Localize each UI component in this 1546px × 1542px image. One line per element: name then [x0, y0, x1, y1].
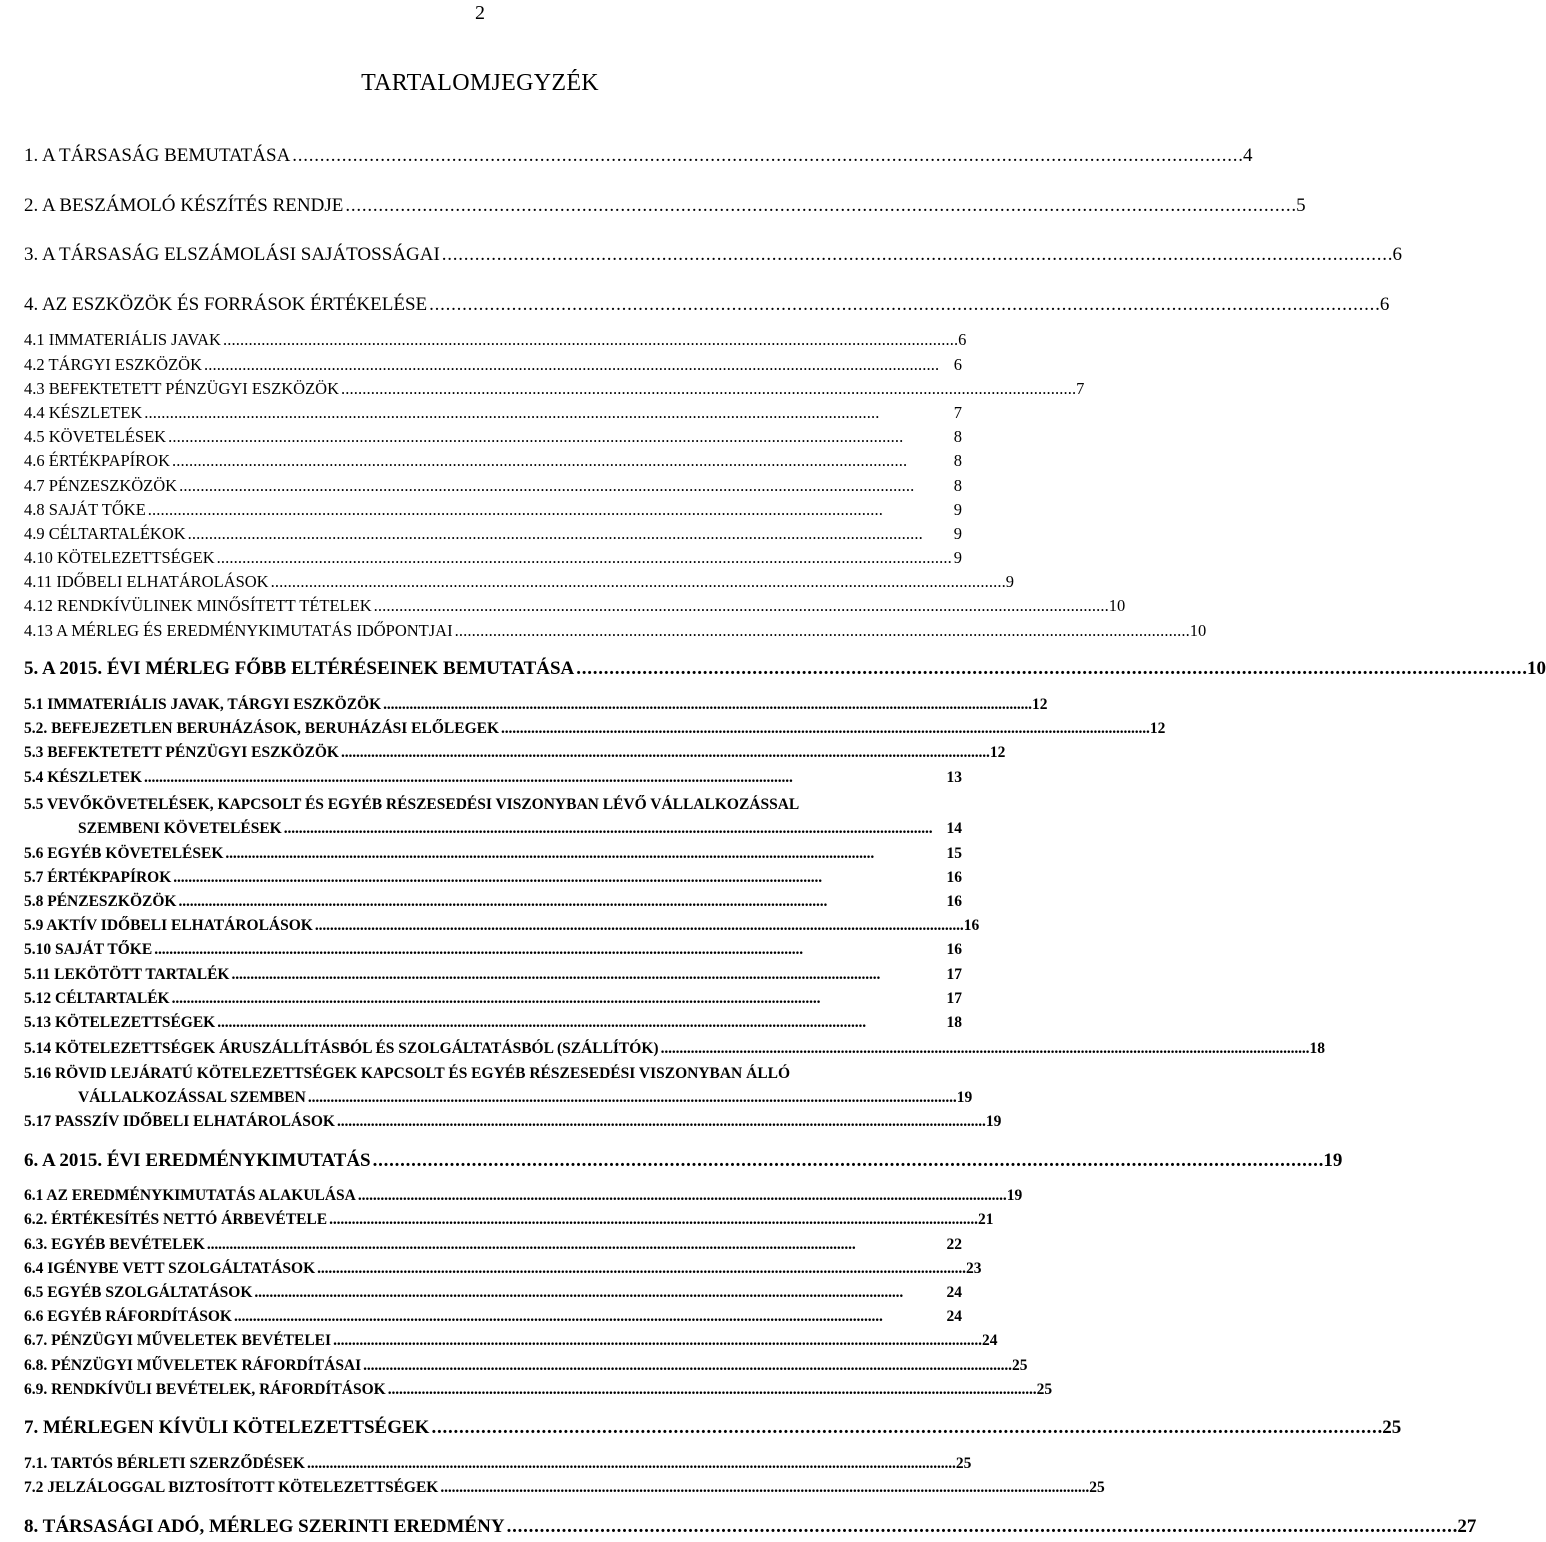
toc-entry[interactable] [24, 572, 1014, 591]
dot-leader [374, 598, 1107, 615]
toc-entry[interactable] [24, 526, 962, 543]
toc-entry[interactable] [24, 1381, 1053, 1398]
toc-entry[interactable] [24, 917, 980, 934]
toc-entry-page: 19 [956, 1089, 973, 1106]
toc-entry[interactable] [78, 821, 962, 837]
dot-leader [345, 196, 1294, 215]
toc-entry-label: 6.8. PÉNZÜGYI MŰVELETEK RÁFORDÍTÁSAI [24, 1357, 362, 1374]
dot-leader [442, 245, 1391, 264]
toc-entry-label: 4.6 ÉRTÉKPAPÍROK [24, 451, 171, 470]
toc-entry-label: 4.7 PÉNZESZKÖZÖK [24, 476, 178, 495]
dot-leader [373, 1151, 1322, 1170]
toc-entry-label: 4.5 KÖVETELÉSEK [24, 427, 167, 446]
toc-entry-page: 5 [1296, 195, 1306, 216]
toc-entry[interactable] [24, 1015, 962, 1031]
toc-entry[interactable] [24, 770, 962, 786]
toc-entry-label: 6.1 AZ EREDMÉNYKIMUTATÁS ALAKULÁSA [24, 1187, 356, 1204]
dot-leader [173, 870, 944, 886]
toc-entry-page: 8 [953, 427, 962, 446]
toc-entry[interactable] [24, 429, 962, 446]
toc-entry-label: 5.17 PASSZÍV IDŐBELI ELHATÁROLÁSOK [24, 1113, 335, 1130]
toc-entry-page: 16 [963, 917, 980, 934]
toc-entry-page: 15 [946, 845, 962, 862]
dot-leader [144, 770, 944, 786]
dot-leader [188, 526, 952, 543]
toc-entry-page: 6 [953, 355, 962, 374]
toc-entry-page: 7 [1076, 379, 1085, 398]
toc-entry-page: 9 [953, 548, 962, 567]
page-number: 2 [475, 2, 485, 24]
toc-entry-label: 6.9. RENDKÍVÜLI BEVÉTELEK, RÁFORDÍTÁSOK [24, 1381, 386, 1398]
toc-entry-page: 4 [1243, 145, 1253, 166]
dot-leader [308, 1090, 955, 1106]
toc-entry-label: 5.8 PÉNZESZKÖZÖK [24, 893, 177, 910]
toc-entry-label: SZEMBENI KÖVETELÉSEK [78, 820, 282, 837]
toc-entry-page: 21 [977, 1211, 994, 1228]
toc-entry-page: 18 [1309, 1040, 1325, 1057]
dot-leader [315, 918, 962, 934]
toc-entry-label: 8. TÁRSASÁGI ADÓ, MÉRLEG SZERINTI EREDMÉNY [24, 1516, 505, 1537]
toc-entry-label: 5.2. BEFEJEZETLEN BERUHÁZÁSOK, BERUHÁZÁSI ELŐLEGEK [24, 720, 500, 737]
dot-leader [223, 332, 956, 349]
toc-entry-page: 13 [946, 769, 962, 786]
toc-entry[interactable] [24, 405, 962, 422]
dot-leader [144, 405, 952, 422]
toc-entry-page: 19 [985, 1113, 1002, 1130]
toc-entry[interactable] [24, 550, 962, 567]
toc-entry[interactable] [24, 145, 1253, 166]
toc-entry[interactable] [24, 1516, 1477, 1537]
toc-entry[interactable] [24, 1285, 962, 1301]
toc-entry-label: 2. A BESZÁMOLÓ KÉSZÍTÉS RENDJE [24, 195, 344, 216]
toc-entry[interactable] [24, 1357, 1028, 1374]
dot-leader [172, 991, 945, 1007]
toc-entry-page: 25 [1382, 1417, 1402, 1438]
toc-entry-page: 23 [966, 1260, 982, 1277]
toc-entry-page: 10 [1108, 596, 1126, 615]
toc-entry-page: 17 [946, 966, 962, 983]
toc-entry-page: 18 [946, 1014, 962, 1031]
toc-entry-label-line1[interactable]: 5.16 RÖVID LEJÁRATÚ KÖTELEZETTSÉGEK KAPCSOLT ÉS EGYÉB RÉSZESEDÉSI VISZONYBAN ÁLLÓ [24, 1065, 791, 1082]
toc-entry-page: 12 [1149, 720, 1166, 737]
dot-leader [333, 1333, 980, 1349]
toc-entry-page: 7 [953, 403, 962, 422]
toc-entry-page: 24 [946, 1284, 962, 1301]
dot-leader [292, 146, 1241, 165]
dot-leader [317, 1261, 964, 1277]
dot-leader [363, 1358, 1010, 1374]
toc-entry[interactable] [24, 330, 967, 349]
toc-entry-label: 5.14 KÖTELEZETTSÉGEK ÁRUSZÁLLÍTÁSBÓL ÉS SZOLGÁLTATÁSBÓL (SZÁLLÍTÓK) [24, 1040, 659, 1057]
toc-entry-label: 4.11 IDŐBELI ELHATÁROLÁSOK [24, 572, 269, 591]
toc-entry-label: 4.12 RENDKÍVÜLINEK MINŐSÍTETT TÉTELEK [24, 596, 372, 615]
dot-leader [341, 381, 1074, 398]
toc-entry[interactable] [24, 658, 1546, 679]
toc-entry-label: 7.2 JELZÁLOGGAL BIZTOSÍTOTT KÖTELEZETTSÉGEK [24, 1479, 439, 1496]
toc-entry[interactable] [24, 1332, 998, 1349]
toc-entry[interactable] [24, 379, 1085, 398]
toc-entry-label: 6.6 EGYÉB RÁFORDÍTÁSOK [24, 1308, 232, 1325]
toc-entry[interactable] [24, 744, 1006, 761]
toc-entry-label: 5.11 LEKÖTÖTT TARTALÉK [24, 966, 230, 983]
toc-entry-label: 4.3 BEFEKTETETT PÉNZÜGYI ESZKÖZÖK [24, 379, 339, 398]
toc-entry-label: 6.2. ÉRTÉKESÍTÉS NETTÓ ÁRBEVÉTELE [24, 1211, 328, 1228]
page-title: TARTALOMJEGYZÉK [361, 70, 599, 96]
toc-entry-page: 12 [1032, 696, 1048, 713]
dot-leader [207, 1237, 945, 1253]
toc-entry[interactable] [24, 244, 1403, 265]
toc-entry-label: 6. A 2015. ÉVI EREDMÉNYKIMUTATÁS [24, 1150, 371, 1171]
toc-entry-page: 17 [946, 990, 962, 1007]
toc-entry[interactable] [24, 870, 962, 886]
dot-leader [231, 967, 944, 983]
toc-entry-page: 24 [946, 1308, 962, 1325]
toc-entry-label: 5.10 SAJÁT TŐKE [24, 941, 153, 958]
toc-entry-label: 4.4 KÉSZLETEK [24, 403, 143, 422]
toc-entry-page: 24 [981, 1332, 998, 1349]
toc-entry[interactable] [24, 1040, 1325, 1057]
toc-entry-label: 1. A TÁRSASÁG BEMUTATÁSA [24, 145, 291, 166]
toc-entry[interactable] [24, 1479, 1105, 1496]
toc-entry[interactable] [24, 1237, 962, 1253]
toc-entry-label-line1[interactable]: 5.5 VEVŐKÖVETELÉSEK, KAPCSOLT ÉS EGYÉB RÉSZESEDÉSI VISZONYBAN LÉVŐ VÁLLALKOZÁSSAL [24, 796, 800, 813]
dot-leader [576, 659, 1525, 678]
toc-entry-page: 14 [946, 820, 962, 837]
toc-entry-page: 16 [946, 941, 962, 958]
toc-entry-page: 9 [953, 524, 962, 543]
dot-leader [307, 1456, 954, 1472]
dot-leader [501, 721, 1148, 737]
toc-entry[interactable] [24, 696, 1048, 713]
toc-entry-page: 10 [1527, 658, 1546, 679]
toc-entry[interactable] [24, 1211, 994, 1228]
dot-leader [284, 821, 945, 837]
toc-entry-page: 25 [955, 1455, 972, 1472]
toc-entry[interactable] [24, 453, 962, 470]
toc-entry-page: 9 [953, 500, 962, 519]
dot-leader [217, 550, 952, 567]
toc-entry[interactable] [24, 1187, 1023, 1204]
dot-leader [217, 1015, 944, 1031]
toc-entry-label: 5.9 AKTÍV IDŐBELI ELHATÁROLÁSOK [24, 917, 313, 934]
toc-entry-page: 25 [1036, 1381, 1053, 1398]
toc-entry[interactable] [24, 967, 962, 983]
toc-entry[interactable] [24, 894, 962, 910]
dot-leader [431, 1418, 1380, 1437]
toc-entry[interactable] [24, 846, 962, 862]
toc-entry[interactable] [24, 1260, 982, 1277]
toc-entry-page: 12 [989, 744, 1006, 761]
toc-entry-page: 16 [946, 869, 962, 886]
dot-leader [383, 697, 1030, 713]
toc-entry-page: 6 [1392, 244, 1403, 265]
toc-entry[interactable] [24, 294, 1390, 315]
toc-entry-page: 9 [1005, 572, 1014, 591]
dot-leader [388, 1382, 1035, 1398]
toc-entry-label: 4.13 A MÉRLEG ÉS EREDMÉNYKIMUTATÁS IDŐPONTJAI [24, 621, 453, 640]
dot-leader [234, 1309, 945, 1325]
dot-leader [204, 357, 952, 374]
toc-entry-label: 5.6 EGYÉB KÖVETELÉSEK [24, 845, 224, 862]
toc-entry-label: 4.8 SAJÁT TŐKE [24, 500, 146, 519]
dot-leader [440, 1480, 1087, 1496]
dot-leader [179, 478, 952, 495]
dot-leader [337, 1114, 984, 1130]
dot-leader [358, 1188, 1005, 1204]
toc-entry[interactable] [24, 596, 1126, 615]
toc-entry-label: 5.3 BEFEKTETETT PÉNZÜGYI ESZKÖZÖK [24, 744, 339, 761]
dot-leader [429, 295, 1378, 314]
toc-entry-label: 5.7 ÉRTÉKPAPÍROK [24, 869, 172, 886]
toc-entry[interactable] [24, 195, 1306, 216]
toc-entry-label: 4. AZ ESZKÖZÖK ÉS FORRÁSOK ÉRTÉKELÉSE [24, 294, 428, 315]
toc-entry[interactable] [24, 478, 962, 495]
toc-entry-page: 25 [1012, 1357, 1028, 1374]
dot-leader [254, 1285, 944, 1301]
toc-entry-label: 5.4 KÉSZLETEK [24, 769, 143, 786]
toc-entry[interactable] [24, 502, 962, 519]
dot-leader [661, 1041, 1308, 1057]
toc-entry-label: VÁLLALKOZÁSSAL SZEMBEN [78, 1089, 306, 1106]
dot-leader [148, 502, 952, 519]
toc-entry-page: 10 [1189, 621, 1207, 640]
toc-entry-label: 4.1 IMMATERIÁLIS JAVAK [24, 330, 221, 349]
toc-entry-label: 7. MÉRLEGEN KÍVÜLI KÖTELEZETTSÉGEK [24, 1417, 430, 1438]
toc-entry[interactable] [24, 720, 1166, 737]
dot-leader [329, 1212, 976, 1228]
toc-entry[interactable] [24, 942, 962, 958]
toc-entry[interactable] [24, 1150, 1343, 1171]
toc-entry-label: 5. A 2015. ÉVI MÉRLEG FŐBB ELTÉRÉSEINEK BEMUTATÁSA [24, 658, 575, 679]
dot-leader [341, 745, 988, 761]
toc-entry[interactable] [24, 1417, 1402, 1438]
toc-entry-page: 6 [1379, 294, 1390, 315]
toc-entry[interactable] [24, 1455, 972, 1472]
toc-entry[interactable] [24, 621, 1207, 640]
toc-entry[interactable] [24, 991, 962, 1007]
toc-entry-label: 6.3. EGYÉB BEVÉTELEK [24, 1236, 205, 1253]
toc-entry-label: 5.1 IMMATERIÁLIS JAVAK, TÁRGYI ESZKÖZÖK [24, 696, 382, 713]
toc-entry-label: 6.5 EGYÉB SZOLGÁLTATÁSOK [24, 1284, 253, 1301]
toc-entry-page: 22 [946, 1236, 962, 1253]
toc-entry-page: 27 [1457, 1516, 1477, 1537]
toc-entry-label: 5.13 KÖTELEZETTSÉGEK [24, 1014, 216, 1031]
dot-leader [168, 429, 952, 446]
dot-leader [178, 894, 944, 910]
toc-entry-label: 6.7. PÉNZÜGYI MŰVELETEK BEVÉTELEI [24, 1332, 332, 1349]
toc-entry-page: 19 [1006, 1187, 1023, 1204]
dot-leader [154, 942, 944, 958]
dot-leader [225, 846, 944, 862]
toc-entry-page: 8 [953, 476, 962, 495]
toc-entry-label: 3. A TÁRSASÁG ELSZÁMOLÁSI SAJÁTOSSÁGAI [24, 244, 440, 265]
toc-entry-page: 19 [1323, 1150, 1343, 1171]
toc-entry-label: 4.9 CÉLTARTALÉKOK [24, 524, 186, 543]
toc-entry[interactable] [24, 357, 962, 374]
toc-entry-label: 7.1. TARTÓS BÉRLETI SZERZŐDÉSEK [24, 1455, 305, 1472]
toc-entry[interactable] [24, 1113, 1002, 1130]
dot-leader [271, 574, 1004, 591]
toc-entry-label: 5.12 CÉLTARTALÉK [24, 990, 170, 1007]
toc-entry-page: 6 [958, 330, 967, 349]
dot-leader [455, 623, 1188, 640]
dot-leader [507, 1517, 1456, 1536]
toc-entry-page: 25 [1089, 1479, 1105, 1496]
toc-entry-page: 16 [946, 893, 962, 910]
dot-leader [172, 453, 952, 470]
toc-entry-label: 4.2 TÁRGYI ESZKÖZÖK [24, 355, 202, 374]
toc-entry[interactable] [24, 1309, 962, 1325]
toc-entry[interactable] [78, 1089, 973, 1106]
toc-entry-label: 6.4 IGÉNYBE VETT SZOLGÁLTATÁSOK [24, 1260, 316, 1277]
toc-entry-label: 4.10 KÖTELEZETTSÉGEK [24, 548, 215, 567]
toc-entry-page: 8 [953, 451, 962, 470]
